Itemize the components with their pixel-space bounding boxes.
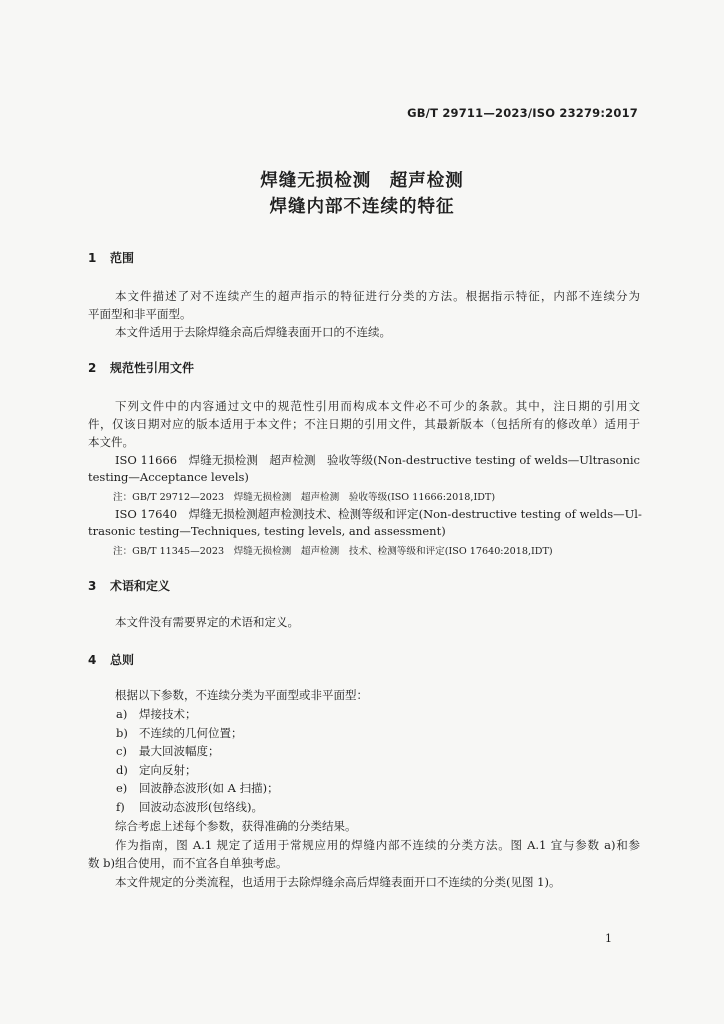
list-marker: d) [116, 763, 128, 777]
section-title: 范围 [110, 251, 135, 265]
list-marker: a) [116, 707, 128, 721]
section-title: 术语和定义 [110, 579, 171, 593]
list-item [116, 780, 668, 796]
paragraph-line: 根据以下参数，不连续分类为平面型或非平面型： [115, 688, 368, 702]
list-item-text: 回波动态波形(包络线)。 [139, 800, 263, 814]
standard-code: GB/T 29711—2023/ISO 23279:2017 [407, 106, 638, 120]
section-heading-normative-references [88, 359, 194, 376]
list-item [116, 706, 668, 722]
list-item [116, 743, 668, 759]
list-item [116, 799, 668, 815]
section-title: 规范性引用文件 [110, 361, 195, 375]
list-marker: b) [116, 726, 128, 740]
paragraph-line: 数 b)组合使用，而不宜各自单独考虑。 [88, 856, 288, 870]
reference-line: ISO 17640 焊缝无损检测超声检测技术、检测等级和评定(Non-destructive testing of welds—Ul- [115, 507, 642, 521]
paragraph-line: 件，仅该日期对应的版本适用于本文件；不注日期的引用文件，其最新版本（包括所有的修改单）适用于 [88, 417, 640, 431]
list-item-text: 焊接技术； [139, 707, 197, 721]
document-title-line1: 焊缝无损检测 超声检测 [260, 171, 464, 191]
reference-line: ISO 11666 焊缝无损检测 超声检测 验收等级(Non-destructive testing of welds—Ultrasonic [115, 453, 640, 467]
section-number: 2 [88, 361, 97, 375]
list-item-text: 最大回波幅度； [139, 744, 220, 758]
document-title-line2: 焊缝内部不连续的特征 [269, 197, 455, 217]
paragraph-line: 综合考虑上述每个参数，获得准确的分类结果。 [115, 819, 357, 833]
section-heading-scope [88, 249, 134, 266]
section-heading-general [88, 651, 134, 668]
paragraph-line: 本文件没有需要界定的术语和定义。 [115, 615, 299, 629]
page-number: 1 [605, 932, 612, 945]
section-number: 1 [88, 251, 97, 265]
paragraph-line: 作为指南，图 A.1 规定了适用于常规应用的焊缝内部不连续的分类方法。图 A.1 宜与参数 a)和参 [115, 838, 640, 852]
list-marker: c) [116, 744, 127, 758]
list-item [116, 725, 668, 741]
reference-line: testing—Acceptance levels) [88, 470, 249, 484]
list-item [116, 762, 668, 778]
reference-note: 注：GB/T 29712—2023 焊缝无损检测 超声检测 验收等级(ISO 11666:2018,IDT) [113, 492, 496, 503]
reference-line: trasonic testing—Techniques, testing levels, and assessment) [88, 524, 446, 538]
paragraph-line: 本文件适用于去除焊缝余高后焊缝表面开口的不连续。 [115, 325, 391, 339]
paragraph-line: 本文件描述了对不连续产生的超声指示的特征进行分类的方法。根据指示特征，内部不连续分为 [115, 289, 640, 303]
list-marker: e) [116, 781, 128, 795]
section-title: 总则 [110, 653, 135, 667]
list-item-text: 定向反射； [139, 763, 197, 777]
list-item-text: 不连续的几何位置； [139, 726, 243, 740]
paragraph-line: 下列文件中的内容通过文中的规范性引用而构成本文件必不可少的条款。其中，注日期的引用文 [115, 399, 640, 413]
section-heading-terms [88, 577, 170, 594]
list-item-text: 回波静态波形(如 A 扫描)； [139, 781, 279, 795]
list-marker: f) [116, 800, 125, 814]
paragraph-line: 本文件。 [88, 435, 134, 449]
paragraph-line: 本文件规定的分类流程，也适用于去除焊缝余高后焊缝表面开口不连续的分类(见图 1)。 [115, 875, 561, 889]
reference-note: 注：GB/T 11345—2023 焊缝无损检测 超声检测 技术、检测等级和评定(ISO 17640:2018,IDT) [113, 546, 553, 557]
section-number: 3 [88, 579, 97, 593]
paragraph-line: 平面型和非平面型。 [88, 307, 192, 321]
section-number: 4 [88, 653, 97, 667]
